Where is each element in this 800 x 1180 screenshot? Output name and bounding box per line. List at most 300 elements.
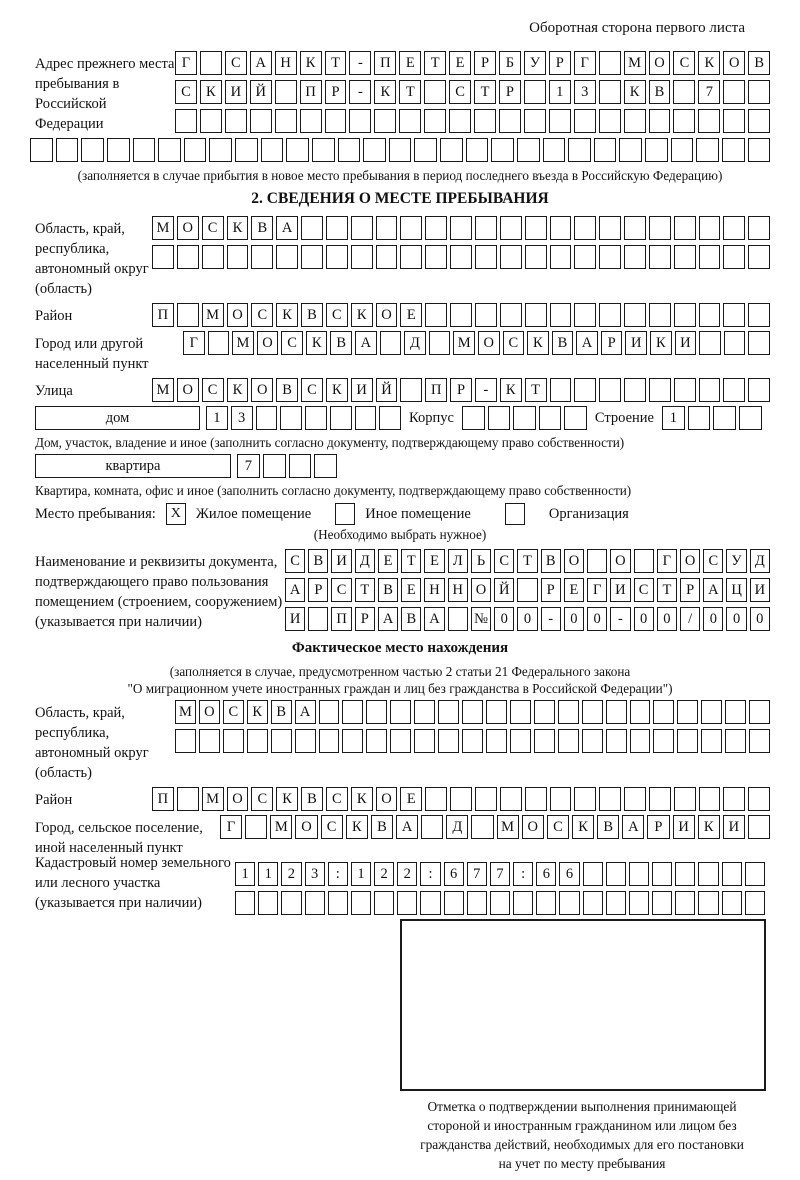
char-box bbox=[326, 216, 348, 240]
char-box bbox=[582, 729, 603, 753]
char-box: 2 bbox=[397, 862, 417, 886]
char-box: И bbox=[225, 80, 247, 104]
char-box bbox=[450, 245, 472, 269]
char-box: О bbox=[680, 549, 700, 573]
char-box: П bbox=[300, 80, 322, 104]
char-box: С bbox=[285, 549, 305, 573]
char-box: С bbox=[301, 378, 323, 402]
prev-address-row-2 bbox=[175, 80, 770, 104]
char-box bbox=[550, 787, 572, 811]
char-box bbox=[450, 303, 472, 327]
char-box: Ь bbox=[471, 549, 491, 573]
char-box: В bbox=[401, 607, 421, 631]
char-box: К bbox=[351, 303, 373, 327]
char-box bbox=[513, 406, 536, 430]
char-box bbox=[475, 303, 497, 327]
char-box bbox=[420, 891, 440, 915]
char-box bbox=[543, 138, 566, 162]
char-box bbox=[227, 245, 249, 269]
char-box bbox=[208, 331, 230, 355]
char-box bbox=[467, 891, 487, 915]
char-box bbox=[438, 700, 459, 724]
char-box bbox=[722, 891, 742, 915]
char-box: И bbox=[610, 578, 630, 602]
char-box bbox=[677, 700, 698, 724]
char-box bbox=[701, 700, 722, 724]
char-box: М bbox=[453, 331, 475, 355]
char-box bbox=[374, 891, 394, 915]
char-box: А bbox=[355, 331, 377, 355]
char-box bbox=[619, 138, 642, 162]
char-box bbox=[524, 80, 546, 104]
char-box: О bbox=[471, 578, 491, 602]
char-box bbox=[56, 138, 79, 162]
char-box: С bbox=[281, 331, 303, 355]
factual-raion-row bbox=[152, 787, 770, 811]
char-box bbox=[677, 729, 698, 753]
char-box bbox=[699, 378, 721, 402]
char-box: 1 bbox=[206, 406, 228, 430]
char-box: В bbox=[308, 549, 328, 573]
char-box bbox=[342, 729, 363, 753]
char-box: С bbox=[202, 216, 224, 240]
char-box bbox=[559, 891, 579, 915]
char-box bbox=[488, 406, 511, 430]
char-box bbox=[424, 80, 446, 104]
char-box: К bbox=[374, 80, 396, 104]
oblast-row-1 bbox=[152, 216, 770, 240]
char-box bbox=[723, 245, 745, 269]
char-box: О bbox=[478, 331, 500, 355]
char-box bbox=[281, 891, 301, 915]
korpus-label: Корпус bbox=[409, 409, 454, 426]
char-box bbox=[486, 700, 507, 724]
char-box bbox=[424, 109, 446, 133]
char-box bbox=[30, 138, 53, 162]
char-box bbox=[376, 216, 398, 240]
char-box bbox=[199, 729, 220, 753]
prev-address-row-1 bbox=[175, 51, 770, 75]
char-box: Р bbox=[601, 331, 623, 355]
char-box: К bbox=[351, 787, 373, 811]
stamp-caption-line-2: стороной и иностранным гражданином или лицом без bbox=[427, 1118, 737, 1133]
char-box bbox=[574, 109, 596, 133]
char-box bbox=[574, 245, 596, 269]
factual-raion-field bbox=[35, 787, 770, 811]
char-box: О bbox=[376, 303, 398, 327]
char-box bbox=[574, 378, 596, 402]
char-box bbox=[414, 138, 437, 162]
char-box bbox=[599, 245, 621, 269]
char-box: Т bbox=[525, 378, 547, 402]
char-box bbox=[251, 245, 273, 269]
header-note: Оборотная сторона первого листа bbox=[529, 20, 745, 36]
char-box: 0 bbox=[726, 607, 746, 631]
char-box: С bbox=[251, 303, 273, 327]
char-box bbox=[184, 138, 207, 162]
char-box: 2 bbox=[281, 862, 301, 886]
char-box bbox=[107, 138, 130, 162]
char-box: Е bbox=[399, 51, 421, 75]
char-box bbox=[400, 245, 422, 269]
kadastr-row-2 bbox=[235, 891, 765, 915]
char-box: 0 bbox=[587, 607, 607, 631]
char-box: Й bbox=[494, 578, 514, 602]
char-box bbox=[723, 109, 745, 133]
char-box bbox=[351, 891, 371, 915]
char-box: А bbox=[295, 700, 316, 724]
place-type-label: Место пребывания: bbox=[35, 505, 156, 522]
char-box bbox=[606, 700, 627, 724]
char-box bbox=[133, 138, 156, 162]
char-box: У bbox=[524, 51, 546, 75]
char-box bbox=[330, 406, 352, 430]
char-box bbox=[713, 406, 736, 430]
char-box bbox=[701, 729, 722, 753]
char-box bbox=[202, 245, 224, 269]
char-box bbox=[471, 815, 493, 839]
char-box: О bbox=[564, 549, 584, 573]
char-box bbox=[177, 303, 199, 327]
char-box: 6 bbox=[536, 862, 556, 886]
char-box: О bbox=[522, 815, 544, 839]
char-box: М bbox=[202, 787, 224, 811]
char-box bbox=[305, 406, 327, 430]
char-box: В bbox=[748, 51, 770, 75]
document-field bbox=[35, 549, 770, 632]
char-box bbox=[462, 406, 485, 430]
char-box: 0 bbox=[750, 607, 770, 631]
char-box bbox=[499, 109, 521, 133]
ulitsa-label: Улица bbox=[35, 383, 73, 399]
char-box: К bbox=[247, 700, 268, 724]
char-box bbox=[582, 700, 603, 724]
char-box: К bbox=[227, 378, 249, 402]
char-box: Т bbox=[657, 578, 677, 602]
stamp-caption-line-1: Отметка о подтверждении выполнения принимающей bbox=[427, 1099, 737, 1114]
char-box: Й bbox=[250, 80, 272, 104]
char-box: К bbox=[276, 303, 298, 327]
char-box: И bbox=[673, 815, 695, 839]
char-box bbox=[81, 138, 104, 162]
document-label: Наименование и реквизиты документа, подтверждающего право пользования помещением (строением, сооружением) (указывается при наличии) bbox=[35, 554, 283, 630]
char-box bbox=[675, 862, 695, 886]
prev-address-field bbox=[35, 51, 770, 134]
kvartira-line bbox=[35, 454, 770, 478]
option-zhiloe-label: Жилое помещение bbox=[195, 505, 312, 522]
char-box: А bbox=[285, 578, 305, 602]
char-box: К bbox=[306, 331, 328, 355]
char-box: 3 bbox=[574, 80, 596, 104]
korpus-row bbox=[462, 406, 587, 430]
char-box bbox=[308, 607, 328, 631]
char-box bbox=[256, 406, 278, 430]
char-box: : bbox=[420, 862, 440, 886]
char-box bbox=[475, 787, 497, 811]
char-box bbox=[748, 815, 770, 839]
char-box bbox=[699, 331, 721, 355]
char-box bbox=[599, 787, 621, 811]
char-box bbox=[674, 245, 696, 269]
char-box bbox=[513, 891, 533, 915]
char-box: Т bbox=[355, 578, 375, 602]
char-box bbox=[474, 109, 496, 133]
char-box: Г bbox=[220, 815, 242, 839]
char-box: 2 bbox=[374, 862, 394, 886]
char-box: 0 bbox=[634, 607, 654, 631]
char-box: О bbox=[227, 787, 249, 811]
char-box bbox=[574, 787, 596, 811]
char-box bbox=[599, 303, 621, 327]
char-box: Г bbox=[574, 51, 596, 75]
char-box bbox=[649, 378, 671, 402]
char-box: Е bbox=[564, 578, 584, 602]
char-box bbox=[500, 787, 522, 811]
char-box: С bbox=[494, 549, 514, 573]
char-box bbox=[390, 700, 411, 724]
char-box bbox=[599, 216, 621, 240]
char-box bbox=[328, 891, 348, 915]
char-box: В bbox=[378, 578, 398, 602]
char-box bbox=[748, 138, 771, 162]
oblast-row-2 bbox=[152, 245, 770, 269]
kvartira-labelbox: квартира bbox=[35, 454, 231, 478]
char-box bbox=[674, 787, 696, 811]
char-box: К bbox=[650, 331, 672, 355]
char-box bbox=[355, 406, 377, 430]
raion-row bbox=[152, 303, 770, 327]
char-box bbox=[486, 729, 507, 753]
char-box bbox=[450, 216, 472, 240]
char-box: Д bbox=[404, 331, 426, 355]
section2-title: 2. СВЕДЕНИЯ О МЕСТЕ ПРЕБЫВАНИЯ bbox=[251, 190, 549, 207]
char-box bbox=[300, 109, 322, 133]
char-box: О bbox=[376, 787, 398, 811]
char-box: Е bbox=[378, 549, 398, 573]
char-box: 1 bbox=[662, 406, 685, 430]
char-box bbox=[599, 80, 621, 104]
char-box bbox=[449, 109, 471, 133]
char-box bbox=[723, 303, 745, 327]
char-box bbox=[525, 245, 547, 269]
char-box: А bbox=[576, 331, 598, 355]
char-box bbox=[400, 216, 422, 240]
char-box: К bbox=[572, 815, 594, 839]
char-box bbox=[606, 729, 627, 753]
char-box: М bbox=[175, 700, 196, 724]
char-box bbox=[652, 891, 672, 915]
char-box bbox=[723, 216, 745, 240]
char-box bbox=[376, 245, 398, 269]
char-box bbox=[223, 729, 244, 753]
char-box bbox=[363, 138, 386, 162]
char-box bbox=[688, 406, 711, 430]
char-box: И bbox=[625, 331, 647, 355]
char-box: В bbox=[276, 378, 298, 402]
char-box bbox=[749, 729, 770, 753]
char-box bbox=[723, 378, 745, 402]
char-box bbox=[389, 138, 412, 162]
char-box: С bbox=[202, 378, 224, 402]
char-box: Б bbox=[499, 51, 521, 75]
char-box: - bbox=[349, 51, 371, 75]
char-box: Т bbox=[399, 80, 421, 104]
char-box: - bbox=[541, 607, 561, 631]
char-box bbox=[245, 815, 267, 839]
char-box bbox=[200, 51, 222, 75]
char-box bbox=[397, 891, 417, 915]
char-box bbox=[491, 138, 514, 162]
char-box bbox=[177, 245, 199, 269]
char-box bbox=[550, 378, 572, 402]
char-box bbox=[275, 80, 297, 104]
char-box bbox=[276, 245, 298, 269]
char-box: К bbox=[326, 378, 348, 402]
char-box bbox=[649, 109, 671, 133]
char-box: О bbox=[227, 303, 249, 327]
char-box: К bbox=[200, 80, 222, 104]
char-box bbox=[225, 109, 247, 133]
char-box bbox=[286, 138, 309, 162]
char-box: 6 bbox=[559, 862, 579, 886]
char-box bbox=[448, 607, 468, 631]
char-box: М bbox=[270, 815, 292, 839]
char-box: Н bbox=[424, 578, 444, 602]
char-box: С bbox=[223, 700, 244, 724]
char-box: П bbox=[152, 303, 174, 327]
stroenie-label: Строение bbox=[594, 409, 654, 426]
char-box bbox=[366, 729, 387, 753]
char-box bbox=[583, 891, 603, 915]
char-box bbox=[152, 245, 174, 269]
char-box: : bbox=[328, 862, 348, 886]
char-box: Т bbox=[474, 80, 496, 104]
char-box bbox=[624, 303, 646, 327]
char-box: У bbox=[726, 549, 746, 573]
dom-line bbox=[35, 406, 770, 430]
char-box: 0 bbox=[494, 607, 514, 631]
document-row-2 bbox=[285, 578, 770, 602]
char-box: Р bbox=[680, 578, 700, 602]
option-organizaciya-label: Организация bbox=[548, 505, 629, 522]
char-box bbox=[699, 216, 721, 240]
gorod-label: Город или другой населенный пункт bbox=[35, 336, 149, 372]
char-box: В bbox=[271, 700, 292, 724]
char-box bbox=[698, 862, 718, 886]
char-box bbox=[558, 729, 579, 753]
factual-gorod-label: Город, сельское поселение, иной населенный пункт bbox=[35, 820, 203, 856]
char-box bbox=[624, 109, 646, 133]
char-box: Л bbox=[448, 549, 468, 573]
char-box bbox=[490, 891, 510, 915]
char-box: - bbox=[349, 80, 371, 104]
char-box: В bbox=[371, 815, 393, 839]
char-box bbox=[722, 862, 742, 886]
char-box bbox=[312, 138, 335, 162]
char-box bbox=[524, 109, 546, 133]
char-box: С bbox=[331, 578, 351, 602]
char-box bbox=[653, 729, 674, 753]
char-box: В bbox=[552, 331, 574, 355]
char-box: - bbox=[475, 378, 497, 402]
char-box bbox=[275, 109, 297, 133]
char-box bbox=[349, 109, 371, 133]
char-box bbox=[624, 787, 646, 811]
char-box: Е bbox=[400, 303, 422, 327]
char-box bbox=[175, 109, 197, 133]
char-box bbox=[440, 138, 463, 162]
char-box: С bbox=[225, 51, 247, 75]
char-box: К bbox=[624, 80, 646, 104]
option-inoe-label: Иное помещение bbox=[365, 505, 471, 522]
kvartira-caption: Квартира, комната, офис и иное (заполнить согласно документу, подтверждающему право собственности) bbox=[35, 483, 632, 498]
char-box bbox=[462, 700, 483, 724]
char-box bbox=[645, 138, 668, 162]
char-box bbox=[414, 700, 435, 724]
char-box: М bbox=[624, 51, 646, 75]
char-box: О bbox=[177, 378, 199, 402]
char-box bbox=[606, 891, 626, 915]
char-box bbox=[379, 406, 401, 430]
char-box bbox=[587, 549, 607, 573]
char-box bbox=[380, 331, 402, 355]
char-box: : bbox=[513, 862, 533, 886]
char-box bbox=[652, 862, 672, 886]
char-box: И bbox=[351, 378, 373, 402]
char-box: О bbox=[257, 331, 279, 355]
char-box: О bbox=[610, 549, 630, 573]
char-box bbox=[673, 80, 695, 104]
char-box bbox=[699, 787, 721, 811]
char-box bbox=[748, 80, 770, 104]
char-box bbox=[583, 862, 603, 886]
char-box bbox=[390, 729, 411, 753]
char-box bbox=[338, 138, 361, 162]
char-box bbox=[517, 578, 537, 602]
char-box bbox=[649, 787, 671, 811]
char-box bbox=[466, 138, 489, 162]
char-box: А bbox=[250, 51, 272, 75]
char-box bbox=[261, 138, 284, 162]
char-box bbox=[739, 406, 762, 430]
char-box bbox=[421, 815, 443, 839]
char-box bbox=[510, 729, 531, 753]
kadastr-row-1 bbox=[235, 862, 765, 886]
char-box bbox=[599, 378, 621, 402]
char-box bbox=[624, 378, 646, 402]
char-box bbox=[200, 109, 222, 133]
char-box bbox=[723, 787, 745, 811]
document-row-3 bbox=[285, 607, 770, 631]
char-box bbox=[723, 80, 745, 104]
char-box bbox=[305, 891, 325, 915]
char-box: Д bbox=[355, 549, 375, 573]
char-box bbox=[539, 406, 562, 430]
factual-oblast-field bbox=[35, 700, 770, 783]
char-box bbox=[510, 700, 531, 724]
char-box: Р bbox=[325, 80, 347, 104]
char-box: К bbox=[227, 216, 249, 240]
prev-address-label: Адрес прежнего места пребывания в Российской Федерации bbox=[35, 56, 175, 132]
char-box bbox=[699, 245, 721, 269]
char-box bbox=[438, 729, 459, 753]
char-box bbox=[748, 787, 770, 811]
char-box: М bbox=[497, 815, 519, 839]
char-box: Р bbox=[541, 578, 561, 602]
char-box bbox=[649, 216, 671, 240]
char-box bbox=[295, 729, 316, 753]
char-box bbox=[725, 700, 746, 724]
